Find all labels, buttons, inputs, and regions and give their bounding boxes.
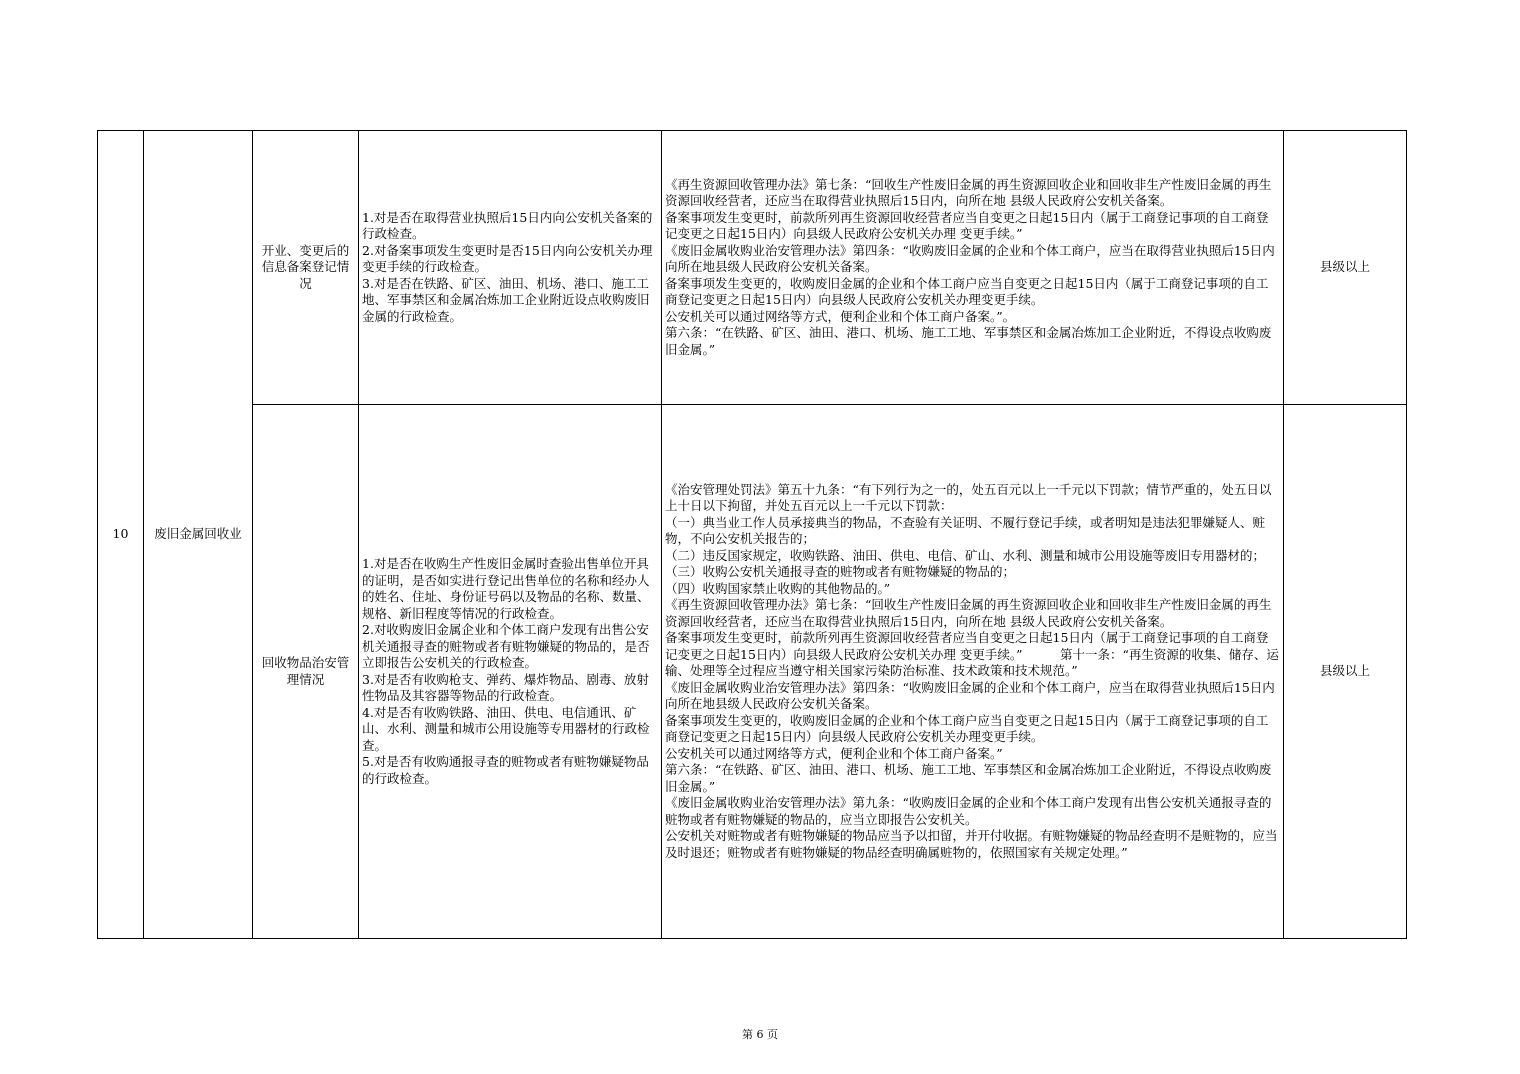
basis-line: （二）违反国家规定，收购铁路、油田、供电、电信、矿山、水利、测量和城市公用设施等废旧专用器材的；	[665, 547, 1266, 563]
basis-line: （一）典当业工作人员承接典当的物品，不查验有关证明、不履行登记手续，或者明知是违法犯罪嫌疑人、赃物，不向公安机关报告的；	[665, 514, 1266, 547]
industry-name: 废旧金属回收业	[144, 131, 253, 939]
enforcement-level: 县级以上	[1284, 405, 1407, 939]
basis-line: 第六条：“在铁路、矿区、油田、港口、机场、施工工地、军事禁区和金属冶炼加工企业附近，不得设点收购废旧金属。”	[665, 325, 1272, 357]
content-line: 5.对是否有收购通报寻查的赃物或者有赃物嫌疑物品的行政检查。	[362, 754, 649, 786]
basis-line: 公安机关可以通过网络等方式，便利企业和个体工商户备案。”。	[665, 308, 1016, 324]
content-line: 3.对是否在铁路、矿区、油田、机场、港口、施工工地、军事禁区和金属冶炼加工企业附近设点收购废旧金属的行政检查。	[362, 275, 650, 324]
basis-line: 公安机关可以通过网络等方式，便利企业和个体工商户备案。”	[665, 745, 1003, 761]
basis-line: 备案事项发生变更的，收购废旧金属的企业和个体工商户应当自变更之日起15日内（属于工商登记事项的自工商登记变更之日起15日内）向县级人民政府公安机关办理变更手续。	[665, 712, 1269, 745]
basis-line: 《废旧金属收购业治安管理办法》第四条：“收购废旧金属的企业和个体工商户，应当在取得营业执照后15日内向所在地县级人民政府公安机关备案。	[665, 679, 1275, 712]
basis-line: （四）收购国家禁止收购的其他物品的。”	[665, 580, 891, 596]
basis-line: 备案事项发生变更的，收购废旧金属的企业和个体工商户应当自变更之日起15日内（属于工商登记事项的自工商登记变更之日起15日内）向县级人民政府公安机关办理变更手续。	[665, 275, 1269, 308]
content-line: 1.对是否在取得营业执照后15日内向公安机关备案的行政检查。	[362, 209, 653, 242]
basis-line: 第六条：“在铁路、矿区、油田、港口、机场、施工工地、军事禁区和金属冶炼加工企业附近，不得设点收购废旧金属。”	[665, 762, 1272, 794]
basis-line: 《废旧金属收购业治安管理办法》第四条：“收购废旧金属的企业和个体工商户，应当在取得营业执照后15日内向所在地县级人民政府公安机关备案。	[665, 242, 1275, 275]
table-row	[98, 131, 1407, 405]
enforcement-level: 县级以上	[1284, 131, 1407, 405]
table-row	[98, 405, 1407, 939]
basis-line: 《再生资源回收管理办法》第七条：“回收生产性废旧金属的再生资源回收企业和回收非生产性废旧金属的再生资源回收经营者，还应当在取得营业执照后15日内，向所在地 县级人民政府公安机关备案。	[665, 597, 1272, 629]
inspection-content	[359, 405, 662, 939]
content-line: 2.对收购废旧金属企业和个体工商户发现有出售公安机关通报寻查的赃物或者有赃物嫌疑的物品的，是否立即报告公安机关的行政检查。	[362, 622, 650, 670]
legal-basis	[662, 405, 1284, 939]
inspection-item: 开业、变更后的信息备案登记情况	[253, 131, 359, 405]
basis-line: 《治安管理处罚法》第五十九条：“有下列行为之一的，处五百元以上一千元以下罚款；情节严重的，处五日以上十日以下拘留，并处五百元以上一千元以下罚款：	[665, 481, 1272, 514]
basis-line: 公安机关对赃物或者有赃物嫌疑的物品应当予以扣留，并开付收据。有赃物嫌疑的物品经查明不是赃物的，应当及时退还；赃物或者有赃物嫌疑的物品经查明确属赃物的，依照国家有关规定处理。”	[665, 828, 1278, 860]
basis-line: 《废旧金属收购业治安管理办法》第九条：“收购废旧金属的企业和个体工商户发现有出售公安机关通报寻查的赃物或者有赃物嫌疑的物品的，应当立即报告公安机关。	[665, 795, 1272, 827]
inspection-item: 回收物品治安管理情况	[253, 405, 359, 939]
page-number: 第 6 页	[742, 1028, 778, 1041]
item-number: 10	[98, 131, 144, 939]
inspection-table	[97, 130, 1407, 939]
content-line: 1.对是否在收购生产性废旧金属时查验出售单位开具的证明，是否如实进行登记出售单位的名称和经办人的姓名、住址、身份证号码以及物品的名称、数量、规格、新旧程度等情况的行政检查。	[362, 556, 650, 621]
basis-line: 《再生资源回收管理办法》第七条：“回收生产性废旧金属的再生资源回收企业和回收非生产性废旧金属的再生资源回收经营者，还应当在取得营业执照后15日内，向所在地 县级人民政府公安机关备案。	[665, 176, 1272, 209]
content-line: 2.对备案事项发生变更时是否15日内向公安机关办理变更手续的行政检查。	[362, 242, 653, 275]
basis-line: （三）收购公安机关通报寻查的赃物或者有赃物嫌疑的物品的；	[665, 564, 1016, 580]
inspection-content	[359, 131, 662, 405]
content-line: 4.对是否有收购铁路、油田、供电、电信通讯、矿山、水利、测量和城市公用设施等专用器材的行政检查。	[362, 704, 650, 753]
basis-line: 备案事项发生变更时，前款所列再生资源回收经营者应当自变更之日起15日内（属于工商登记事项的自工商登记变更之日起15日内）向县级人民政府公安机关办理 变更手续。” 第十一条：“再生资源的收集、储存、运输、处理等全过程应当遵守相关国家污染防治标准、技术政策和技术规范。”	[665, 630, 1279, 679]
content-line: 3.对是否有收购枪支、弹药、爆炸物品、剧毒、放射性物品及其容器等物品的行政检查。	[362, 671, 649, 703]
legal-basis	[662, 131, 1284, 405]
basis-line: 备案事项发生变更时，前款所列再生资源回收经营者应当自变更之日起15日内（属于工商登记事项的自工商登记变更之日起15日内）向县级人民政府公安机关办理 变更手续。”	[665, 209, 1269, 242]
